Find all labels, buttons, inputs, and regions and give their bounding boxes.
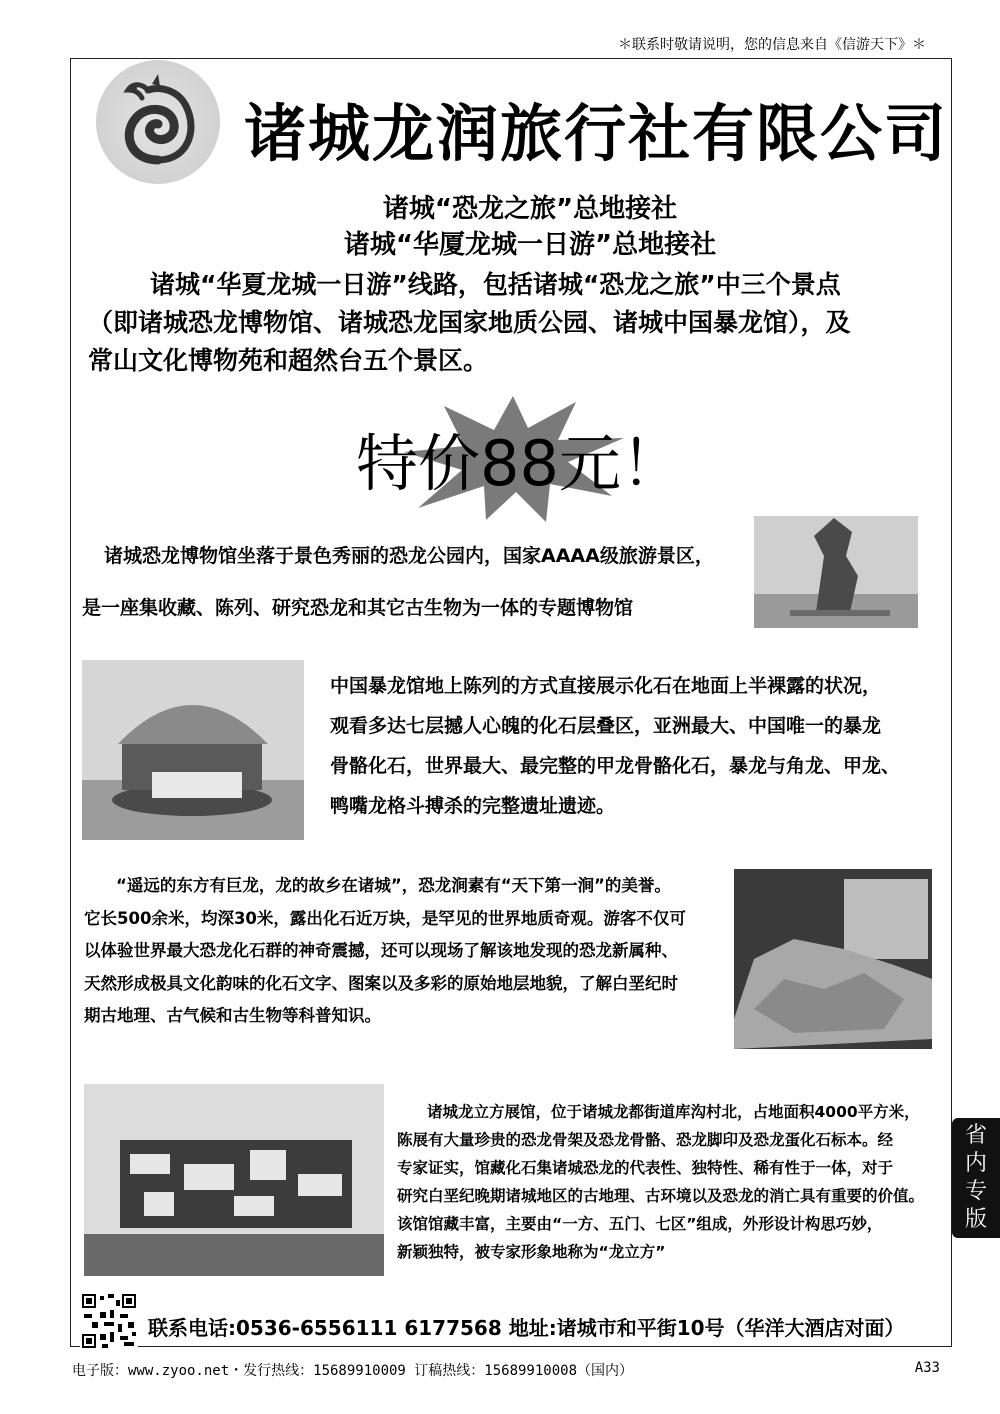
tyrannosaur-hall-photo [82, 660, 304, 840]
page-number: A33 [914, 1360, 940, 1376]
subtitle-day-tour: 诸城“华厦龙城一日游”总地接社 [343, 230, 717, 260]
dragon-cube-hall-line: 诸城龙立方展馆，位于诸城龙都街道库沟村北，占地面积4000平方米， [427, 1103, 920, 1121]
qr-code-icon [80, 1292, 138, 1350]
dragon-cube-hall-description [397, 1098, 924, 1266]
tyrannosaur-hall-line: 中国暴龙馆地上陈列的方式直接展示化石在地面上半裸露的状况， [330, 675, 882, 697]
museum-line: 诸城恐龙博物馆坐落于景色秀丽的恐龙公园内，国家AAAA级旅游景区， [104, 545, 714, 567]
section-tab-char: 版 [964, 1207, 987, 1232]
museum-line: 是一座集收藏、陈列、研究恐龙和其它古生物为一体的专题博物馆 [82, 597, 634, 619]
footer [72, 1360, 952, 1380]
dinosaur-gully-line: 以体验世界最大恐龙化石群的神奇震撼，还可以现场了解该地发现的恐龙新属种、 [84, 941, 678, 960]
contact-info: 联系电话:0536-6556111 6177568 地址:诸城市和平街10号（华洋大酒店对面） [148, 1316, 905, 1340]
dragon-logo-icon [96, 60, 220, 184]
route-intro-line: 常山文化博物苑和超然台五个景区。 [88, 346, 489, 375]
tyrannosaur-hall-line: 鸭嘴龙格斗搏杀的完整遗址遗迹。 [330, 795, 616, 817]
dragon-cube-hall-line: 研究白垩纪晚期诸城地区的古地理、古环境以及恐龙的消亡具有重要的价值。 [397, 1187, 925, 1205]
museum-sculpture-photo [754, 516, 918, 628]
dinosaur-gully-line: 期古地理、古气候和古生物等科普知识。 [84, 1006, 381, 1025]
subtitle-dinosaur-tour: 诸城“恐龙之旅”总地接社 [382, 194, 678, 224]
section-tab-char: 省 [964, 1123, 987, 1148]
dinosaur-gully-line: 它长500余米，均深30米，露出化石近万块，是罕见的世界地质奇观。游客不仅可 [84, 908, 686, 928]
dragon-cube-hall-line: 新颖独特，被专家形象地称为“龙立方” [397, 1243, 666, 1261]
section-tab-char: 内 [964, 1151, 987, 1176]
dinosaur-gully-line: 天然形成极具文化韵味的化石文字、图案以及多彩的原始地层地貌，了解白垩纪时 [84, 973, 678, 993]
tyrannosaur-hall-line: 骨骼化石，世界最大、最完整的甲龙骨骼化石，暴龙与角龙、甲龙、 [330, 755, 901, 777]
dragon-cube-hall-photo [84, 1084, 384, 1276]
top-note: ＊联系时敬请说明，您的信息来自《信游天下》＊ [618, 37, 926, 53]
dinosaur-gully-description [84, 870, 686, 1033]
route-intro-line: 诸城“华夏龙城一日游”线路，包括诸城“恐龙之旅”中三个景点 [150, 270, 841, 299]
dragon-cube-hall-line: 陈展有大量珍贵的恐龙骨架及恐龙骨骼、恐龙脚印及恐龙蛋化石标本。经 [397, 1131, 894, 1149]
tyrannosaur-hall-line: 观看多达七层撼人心魄的化石层叠区，亚洲最大、中国唯一的暴龙 [330, 715, 882, 737]
dragon-cube-hall-line: 该馆馆藏丰富，主要由“一方、五门、七区”组成，外形设计构思巧妙， [397, 1215, 883, 1233]
fossil-site-photo [734, 869, 932, 1049]
museum-description [82, 530, 714, 634]
special-price: 特价88元！ [356, 427, 683, 500]
section-tab [952, 1118, 1000, 1238]
route-intro-line: （即诸城恐龙博物馆、诸城恐龙国家地质公园、诸城中国暴龙馆），及 [88, 308, 851, 337]
dinosaur-gully-line: “遥远的东方有巨龙，龙的故乡在诸城”，恐龙涧素有“天下第一涧”的美誉。 [116, 876, 671, 895]
company-name: 诸城龙润旅行社有限公司 [244, 97, 949, 170]
footer-info: 电子版：www.zyoo.net・发行热线：15689910009 订稿热线：15689910008（国内） [72, 1363, 634, 1379]
tyrannosaur-hall-description [330, 666, 900, 826]
dragon-cube-hall-line: 专家证实，馆藏化石集诸城恐龙的代表性、独特性、稀有性于一体，对于 [397, 1159, 894, 1177]
section-tab-char: 专 [964, 1179, 987, 1204]
route-intro [88, 266, 948, 380]
